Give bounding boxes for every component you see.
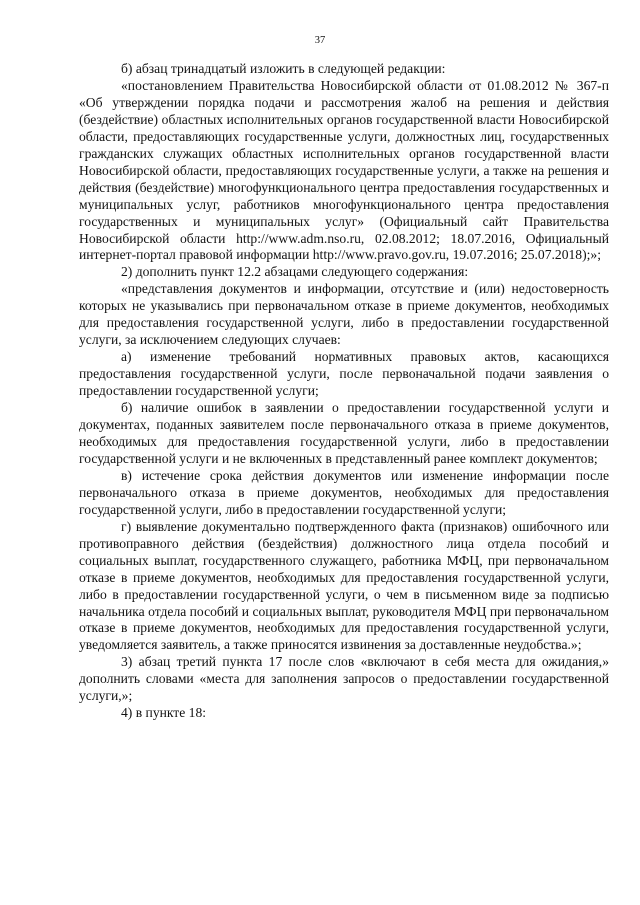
paragraph-item-4: 4) в пункте 18: [121,705,207,721]
paragraph-item-b: б) абзац тринадцатый изложить в следующей редакции: [121,61,446,76]
paragraph-documents-clause: «представления документов и информации, отсутствие и (или) недостоверность которых не указывались при первоначальном отказе в приеме документов, необходимых для предоставления государственной услуги, либо в предоставлении государственной услуги, за исключением следующих случаев: [79,281,609,348]
paragraph-subitem-a: а) изменение требований нормативных правовых актов, касающихся предоставления государственной услуги, после первоначальной подачи заявления о предоставлении государственной услуги; [79,349,609,399]
page-number: 37 [314,35,326,46]
paragraph-subitem-g: г) выявление документально подтвержденного факта (признаков) ошибочного или противоправного действия (бездействия) должностного лица отдела пособий и социальных выплат, государственного служащего, работника МФЦ, при первоначальном отказе в приеме документов, необходимых для предоставления государственной услуги, либо в предоставлении государственной услуги, о чем в письменном виде за подписью начальника отдела пособий и социальных выплат, руководителя МФЦ при первоначальном отказе в приеме документов, необходимых для предоставления государственной услуги, уведомляется заявитель, а также приносятся извинения за доставленные неудобства.»; [79,518,610,653]
paragraph-subitem-b: б) наличие ошибок в заявлении о предоставлении государственной услуги и документах, поданных заявителем после первоначального отказа в приеме документов, необходимых для предоставления государственной услуги, либо в предоставлении государственной услуги и не включенных в представленный ранее комплект документов; [79,400,609,466]
paragraph-item-3: 3) абзац третий пункта 17 после слов «включают в себя места для ожидания,» дополнить словами «места для заполнения запросов о предоставлении государственной услуги,»; [79,654,609,704]
paragraph-resolution-citation: «постановлением Правительства Новосибирской области от 01.08.2012 № 367-п «Об утверждении порядка подачи и рассмотрения жалоб на решения и действия (бездействие) областных исполнительных органов государственной власти Новосибирской области, предоставляющих государственные услуги, должностных лиц, государственных гражданских служащих областных исполнительных органов государственной власти Новосибирской области, предоставляющих государственные услуги, а также на решения и действия (бездействие) многофункционального центра предоставления государственных и муниципальных услуг, работников многофункционального центра предоставления государственных и муниципальных услуг» (Официальный сайт Правительства Новосибирской области http://www.adm.nso.ru, 02.08.2012; 18.07.2016, Официальный интернет-портал правовой информации http://www.pravo.gov.ru, 19.07.2016; 25.07.2018);»; [79,77,609,263]
paragraph-subitem-v: в) истечение срока действия документов или изменение информации после первоначального отказа в приеме документов, необходимых для предоставления государственной услуги, либо в предоставлении государственной услуги; [79,467,609,517]
document-body [79,61,609,722]
paragraph-item-2: 2) дополнить пункт 12.2 абзацами следующего содержания: [121,264,469,280]
